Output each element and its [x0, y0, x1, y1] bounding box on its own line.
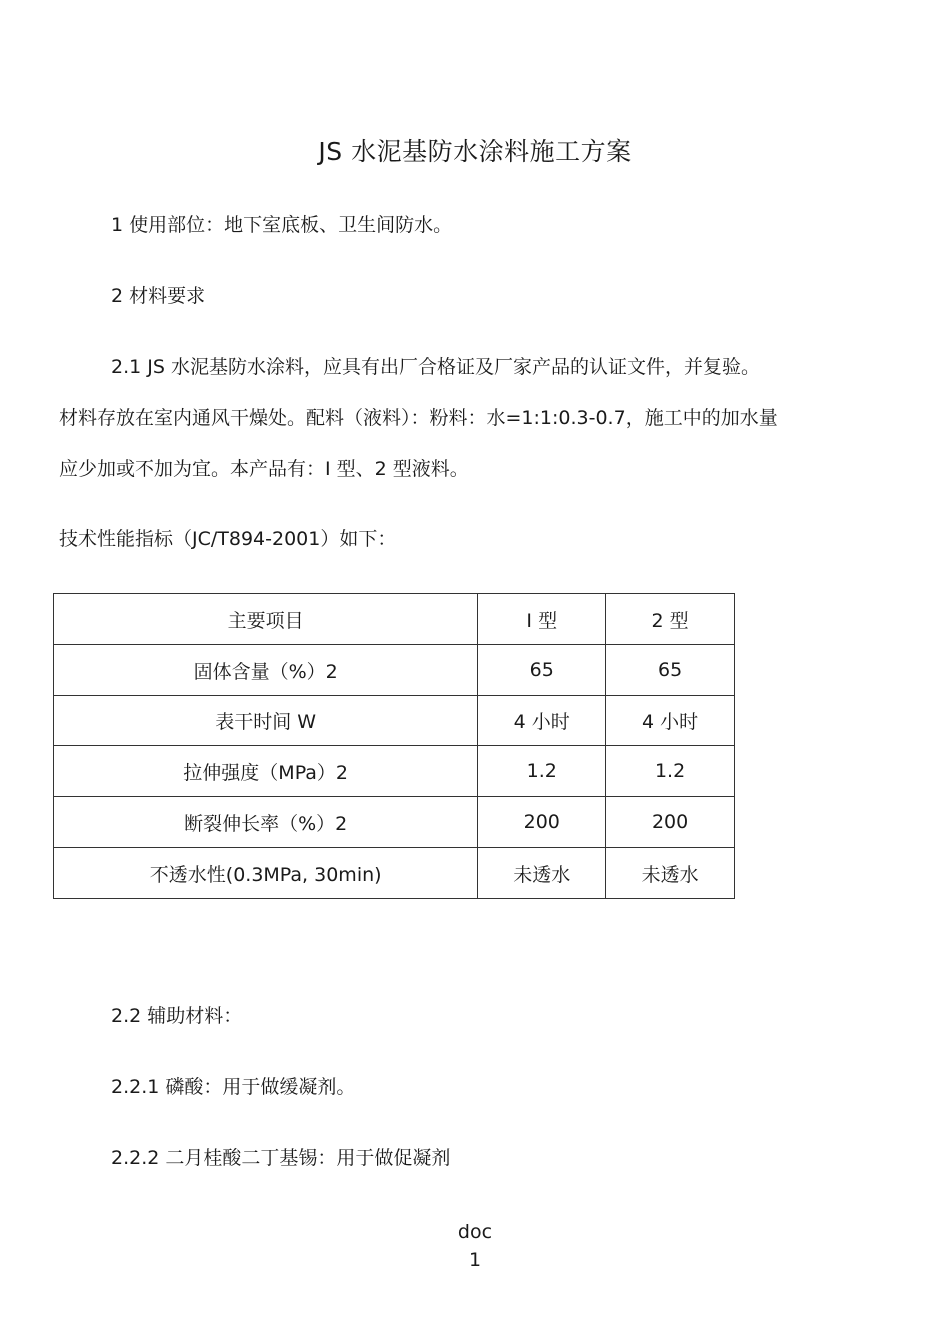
table-row	[54, 645, 735, 696]
table-cell: 200	[606, 797, 735, 848]
paragraph-2-1-line-3: 应少加或不加为宜。本产品有：I 型、2 型液料。	[59, 458, 469, 480]
spec-intro: 技术性能指标（JC/T894-2001）如下：	[59, 528, 397, 550]
table-cell: 未透水	[606, 848, 735, 899]
table-cell: 65	[606, 645, 735, 696]
table-row	[54, 797, 735, 848]
table-cell: 65	[478, 645, 606, 696]
table-cell: 4 小时	[606, 696, 735, 746]
table-cell: 4 小时	[478, 696, 606, 746]
item-phosphoric-acid: 2.2.1 磷酸：用于做缓凝剂。	[111, 1076, 356, 1098]
paragraph-2-1-line-2: 材料存放在室内通风干燥处。配料（液料）：粉料：水=1:1:0.3-0.7，施工中的加水量	[59, 407, 778, 429]
table-cell: 1.2	[478, 746, 606, 797]
table-cell: 不透水性(0.3MPa, 30min)	[54, 848, 478, 899]
table-header-row	[54, 594, 735, 645]
table-cell: 拉伸强度（MPa）2	[54, 746, 478, 797]
table-cell: 1.2	[606, 746, 735, 797]
table-cell: 200	[478, 797, 606, 848]
footer-doc-label: doc	[457, 1221, 493, 1243]
table-cell: 固体含量（%）2	[54, 645, 478, 696]
section-usage: 1 使用部位：地下室底板、卫生间防水。	[111, 214, 453, 236]
section-materials-heading: 2 材料要求	[111, 285, 206, 307]
table-row	[54, 848, 735, 899]
page-footer	[0, 1218, 950, 1274]
item-dibutyltin-dilaurate: 2.2.2 二月桂酸二丁基锡：用于做促凝剂	[111, 1147, 451, 1169]
table-row	[54, 746, 735, 797]
header-cell-item: 主要项目	[54, 594, 478, 645]
section-auxiliary-materials: 2.2 辅助材料：	[111, 1005, 243, 1027]
paragraph-2-1-line-1: 2.1 JS 水泥基防水涂料，应具有出厂合格证及厂家产品的认证文件，并复验。	[111, 356, 760, 378]
table-cell: 表干时间 W	[54, 696, 478, 746]
table-row	[54, 696, 735, 746]
table-cell: 断裂伸长率（%）2	[54, 797, 478, 848]
page-number: 1	[468, 1249, 482, 1271]
table-cell: 未透水	[478, 848, 606, 899]
header-cell-type-1: I 型	[478, 594, 606, 645]
header-cell-type-2: 2 型	[606, 594, 735, 645]
spec-table	[53, 593, 735, 899]
document-title: JS 水泥基防水涂料施工方案	[318, 137, 632, 166]
